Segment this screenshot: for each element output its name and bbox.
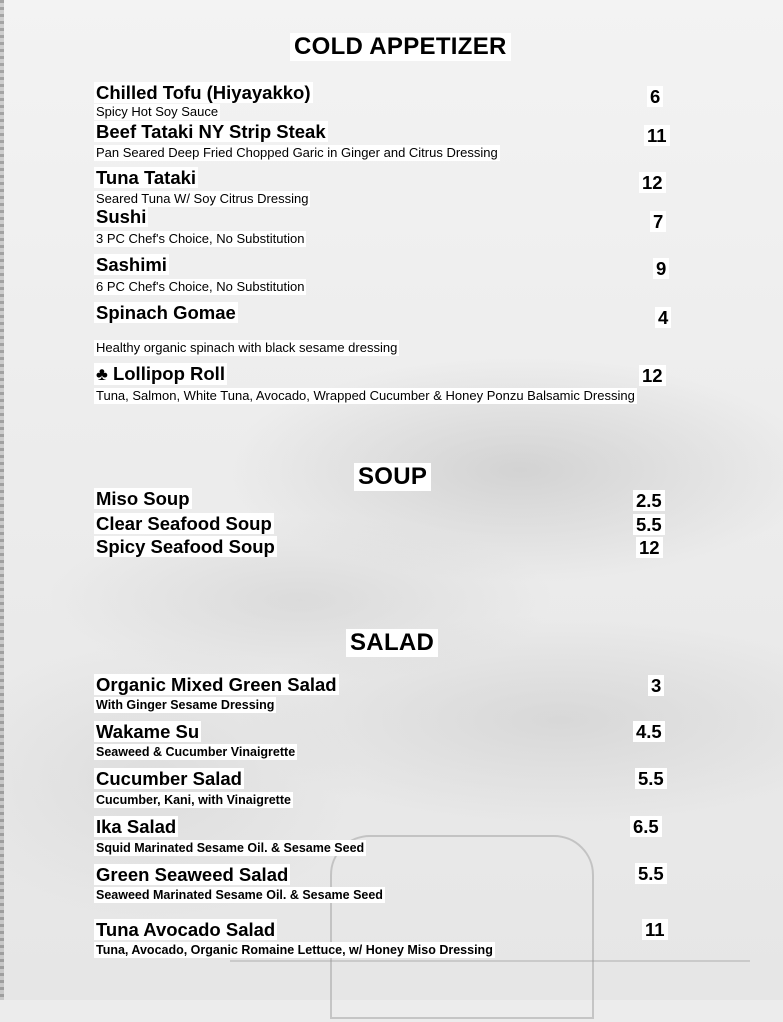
item-name: Tuna Avocado Salad xyxy=(96,919,276,940)
menu-item-description xyxy=(94,696,276,714)
item-price: 5.5 xyxy=(633,514,665,535)
menu-item xyxy=(94,206,678,228)
item-price: 5.5 xyxy=(635,863,667,884)
item-name: Cucumber Salad xyxy=(96,768,242,789)
menu-item-description xyxy=(94,791,293,809)
menu-item xyxy=(94,864,678,886)
menu-item-description xyxy=(94,886,385,904)
item-desc: Tuna, Salmon, White Tuna, Avocado, Wrapped Cucumber & Honey Ponzu Balsamic Dressing xyxy=(96,388,635,403)
menu-item xyxy=(94,536,678,558)
menu-item xyxy=(94,254,678,276)
menu-item-description xyxy=(94,144,500,162)
item-name xyxy=(94,363,227,385)
item-price: 3 xyxy=(648,675,664,696)
menu-item xyxy=(94,816,678,838)
section-title-soup: SOUP xyxy=(354,463,431,491)
menu-item xyxy=(94,82,678,104)
item-desc: Pan Seared Deep Fried Chopped Garic in Ginger and Citrus Dressing xyxy=(96,145,498,160)
item-desc: Healthy organic spinach with black sesame dressing xyxy=(96,340,398,355)
section-title-cold-appetizer: COLD APPETIZER xyxy=(290,33,511,61)
menu-item xyxy=(94,121,678,143)
item-name-text: Lollipop Roll xyxy=(112,363,225,384)
item-name: Green Seaweed Salad xyxy=(96,864,289,885)
item-desc: Tuna, Avocado, Organic Romaine Lettuce, w/ Honey Miso Dressing xyxy=(96,943,493,957)
item-desc: Seared Tuna W/ Soy Citrus Dressing xyxy=(96,191,309,206)
item-price: 12 xyxy=(636,537,663,558)
item-price: 9 xyxy=(653,258,669,279)
menu-item-description xyxy=(94,743,297,761)
item-desc: 3 PC Chef's Choice, No Substitution xyxy=(96,231,305,246)
item-price: 6 xyxy=(647,86,663,107)
item-name: Miso Soup xyxy=(96,488,190,509)
menu-item-description xyxy=(94,941,495,959)
item-price: 7 xyxy=(650,211,666,232)
item-desc: Cucumber, Kani, with Vinaigrette xyxy=(96,793,291,807)
item-name: Wakame Su xyxy=(96,721,200,742)
item-price: 4.5 xyxy=(633,721,665,742)
item-price: 4 xyxy=(655,307,671,328)
menu-item xyxy=(94,919,678,941)
item-price: 5.5 xyxy=(635,768,667,789)
menu-item-description xyxy=(94,278,306,296)
menu-item-description xyxy=(94,230,306,248)
item-name: Tuna Tataki xyxy=(96,167,197,188)
menu-item xyxy=(94,488,678,510)
item-name: Spicy Seafood Soup xyxy=(96,536,275,557)
menu-item xyxy=(94,363,678,385)
item-name: Chilled Tofu (Hiyayakko) xyxy=(96,82,311,103)
menu-item-description xyxy=(94,339,399,357)
item-desc: Squid Marinated Sesame Oil. & Sesame Seed xyxy=(96,841,365,855)
menu-item xyxy=(94,302,678,324)
background-tray-edge xyxy=(230,960,750,1022)
menu-item xyxy=(94,768,678,790)
item-desc: Seaweed & Cucumber Vinaigrette xyxy=(96,745,296,759)
item-name: Clear Seafood Soup xyxy=(96,513,272,534)
item-price: 12 xyxy=(639,172,666,193)
menu-item xyxy=(94,674,678,696)
menu-item xyxy=(94,513,678,535)
item-desc: 6 PC Chef's Choice, No Substitution xyxy=(96,279,305,294)
item-desc: Spicy Hot Soy Sauce xyxy=(96,104,219,119)
item-name: Sushi xyxy=(96,206,147,227)
section-title-salad: SALAD xyxy=(346,629,438,657)
item-name: Sashimi xyxy=(96,254,167,275)
item-desc: Seaweed Marinated Sesame Oil. & Sesame Seed xyxy=(96,888,383,902)
item-name: Ika Salad xyxy=(96,816,177,837)
item-name: Spinach Gomae xyxy=(96,302,236,323)
item-price: 6.5 xyxy=(630,816,662,837)
menu-item xyxy=(94,721,678,743)
item-desc: With Ginger Sesame Dressing xyxy=(96,698,275,712)
club-suit-icon: ♣ xyxy=(96,364,108,384)
item-price: 11 xyxy=(642,919,668,940)
menu-item xyxy=(94,167,678,189)
page-edge xyxy=(0,0,4,1000)
menu-item-description xyxy=(94,839,366,857)
menu-item-description xyxy=(94,103,220,121)
item-price: 11 xyxy=(644,125,670,146)
item-price: 12 xyxy=(639,365,666,386)
item-name: Beef Tataki NY Strip Steak xyxy=(96,121,326,142)
item-name: Organic Mixed Green Salad xyxy=(96,674,337,695)
menu-item-description xyxy=(94,387,637,405)
item-price: 2.5 xyxy=(633,490,665,511)
